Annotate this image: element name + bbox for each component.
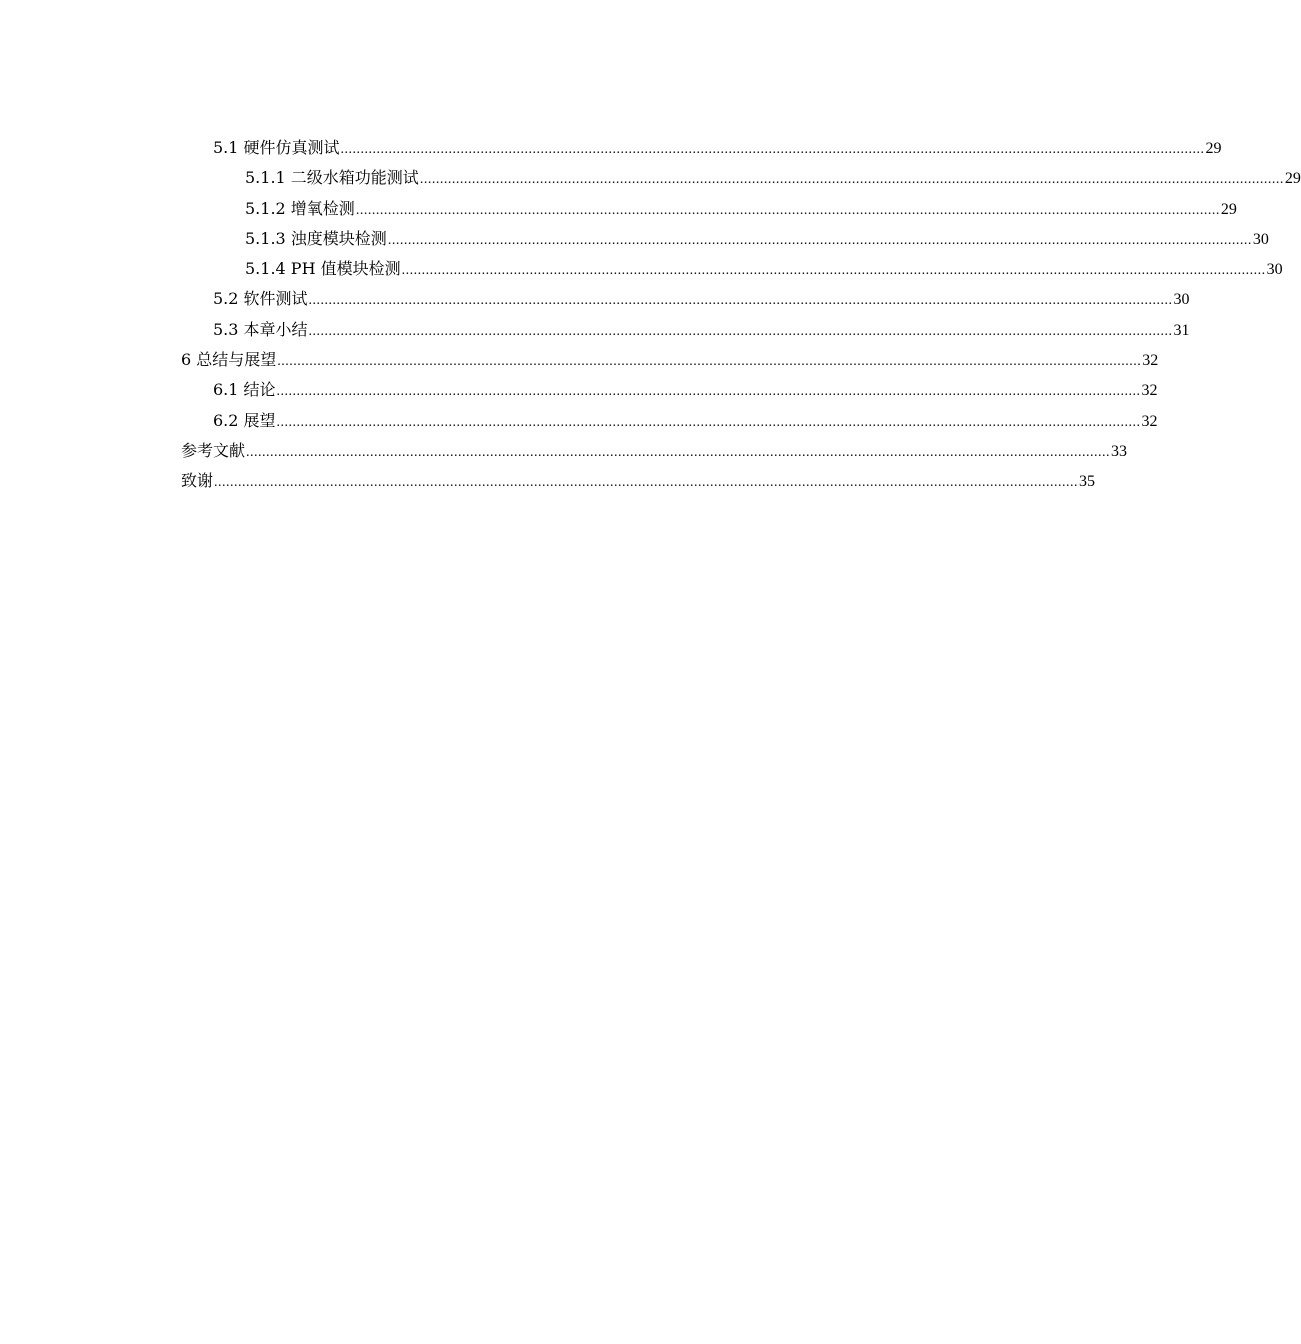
toc-entry-title: 5.1.3 浊度模块检测 [245, 228, 387, 248]
toc-entry-title: 6.1 结论 [213, 380, 276, 400]
table-of-contents [181, 133, 1301, 497]
toc-entry-6-1[interactable] [181, 375, 1158, 405]
toc-dot-leader: ........................................................................................................................................................................................................................ [308, 293, 1173, 309]
toc-entry-6-2[interactable] [181, 406, 1158, 436]
toc-dot-leader: ........................................................................................................................................................................................................................ [246, 444, 1111, 460]
toc-entry-title: 5.2 软件测试 [213, 289, 308, 309]
toc-entry-references[interactable] [181, 436, 1128, 466]
toc-page-number: 35 [1079, 473, 1096, 491]
toc-page-number: 30 [1266, 261, 1283, 279]
toc-page-number: 29 [1220, 200, 1237, 218]
toc-dot-leader: ........................................................................................................................................................................................................................ [419, 172, 1284, 188]
toc-entry-5-1-2[interactable] [181, 194, 1237, 224]
toc-page-number: 31 [1173, 321, 1190, 339]
toc-dot-leader: ........................................................................................................................................................................................................................ [277, 354, 1142, 370]
toc-page-number: 32 [1142, 352, 1159, 370]
toc-entry-title: 参考文献 [181, 440, 246, 460]
toc-page-number: 30 [1173, 291, 1190, 309]
toc-entry-title: 致谢 [181, 471, 214, 491]
toc-page-number: 33 [1111, 442, 1128, 460]
toc-dot-leader: ........................................................................................................................................................................................................................ [401, 263, 1266, 279]
toc-entry-5-1-3[interactable] [181, 224, 1269, 254]
toc-page-number: 29 [1284, 170, 1301, 188]
toc-entry-title: 5.3 本章小结 [213, 319, 308, 339]
toc-entry-5-2[interactable] [181, 284, 1190, 314]
toc-dot-leader: ........................................................................................................................................................................................................................ [214, 475, 1079, 491]
toc-dot-leader: ........................................................................................................................................................................................................................ [355, 202, 1220, 218]
toc-entry-5-1-1[interactable] [181, 163, 1301, 193]
toc-entry-5-1[interactable] [181, 133, 1222, 163]
toc-entry-title: 6.2 展望 [213, 410, 276, 430]
toc-entry-5-1-4[interactable] [181, 254, 1283, 284]
toc-entry-6[interactable] [181, 345, 1159, 375]
toc-entry-title: 5.1.4 PH 值模块检测 [245, 259, 401, 279]
toc-page-number: 32 [1141, 412, 1158, 430]
toc-dot-leader: ........................................................................................................................................................................................................................ [276, 414, 1141, 430]
toc-entry-acknowledgements[interactable] [181, 466, 1096, 496]
toc-entry-title: 5.1.1 二级水箱功能测试 [245, 168, 419, 188]
toc-page-number: 29 [1205, 140, 1222, 157]
toc-entry-title: 5.1.2 增氧检测 [245, 198, 355, 218]
toc-dot-leader: ........................................................................................................................................................................................................................ [340, 142, 1205, 157]
toc-entry-title: 6 总结与展望 [181, 350, 277, 370]
toc-entry-5-3[interactable] [181, 315, 1190, 345]
toc-entry-title: 5.1 硬件仿真测试 [213, 138, 340, 157]
toc-page-number: 32 [1141, 382, 1158, 400]
toc-dot-leader: ........................................................................................................................................................................................................................ [387, 232, 1252, 248]
toc-dot-leader: ........................................................................................................................................................................................................................ [276, 384, 1141, 400]
toc-page-number: 30 [1252, 230, 1269, 248]
toc-dot-leader: ........................................................................................................................................................................................................................ [308, 323, 1173, 339]
